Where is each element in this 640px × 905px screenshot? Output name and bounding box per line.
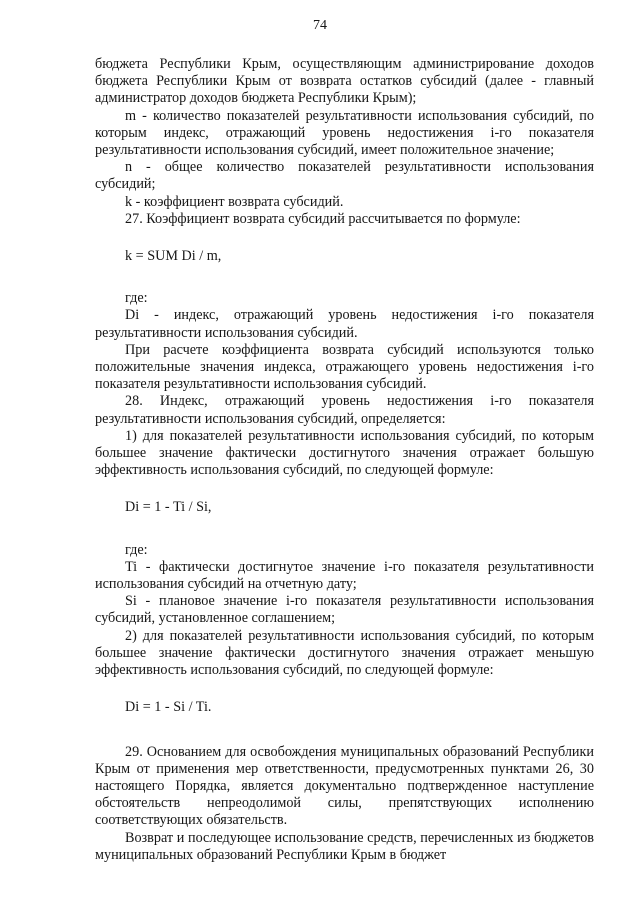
paragraph-case-1: 1) для показателей результативности использования субсидий, по которым большее значение фактически достигнутого значения отражает большую эффективность использования субсидий, по следующей формуле: bbox=[95, 427, 594, 479]
formula-k: k = SUM Di / m, bbox=[125, 248, 222, 265]
paragraph-item-27: 27. Коэффициент возврата субсидий рассчитывается по формуле: bbox=[125, 210, 521, 227]
paragraph-budget-administrator: бюджета Республики Крым, осуществляющим администрирование доходов бюджета Республики Крым от возврата остатков субсидий (далее - главный администратор доходов бюджета Республики Крым); bbox=[95, 56, 594, 107]
paragraph-m-definition: m - количество показателей результативности использования субсидий, по которым индекс, отражающий уровень недостижения i-го показателя результативности использования субсидий, имеет положительное значение; bbox=[95, 107, 594, 159]
paragraph-item-29: 29. Основанием для освобождения муниципальных образований Республики Крым от применения мер ответственности, предусмотренных пунктами 26, 30 настоящего Порядка, является документально подтвержденное наступление обстоятельств непреодолимой силы, препятствующих исполнению соответствующих обязательств. bbox=[95, 743, 594, 829]
where-label-2: где: bbox=[125, 541, 148, 558]
paragraph-n-definition: n - общее количество показателей результативности использования субсидий; bbox=[95, 159, 594, 193]
formula-di-1: Di = 1 - Ti / Si, bbox=[125, 499, 212, 516]
paragraph-si-definition: Si - плановое значение i-го показателя результативности использования субсидий, установленное соглашением; bbox=[95, 593, 594, 627]
paragraph-positive-values: При расчете коэффициента возврата субсидий используются только положительные значения индекса, отражающего уровень недостижения i-го показателя результативности использования субсидий. bbox=[95, 341, 594, 393]
page-number: 74 bbox=[313, 18, 327, 33]
paragraph-k-definition: k - коэффициент возврата субсидий. bbox=[125, 193, 344, 210]
paragraph-ti-definition: Ti - фактически достигнутое значение i-го показателя результативности использования субсидий на отчетную дату; bbox=[95, 558, 594, 593]
paragraph-di-definition: Di - индекс, отражающий уровень недостижения i-го показателя результативности использования субсидий. bbox=[95, 307, 594, 341]
paragraph-item-28: 28. Индекс, отражающий уровень недостижения i-го показателя результативности использования субсидий, определяется: bbox=[95, 393, 594, 427]
document-body bbox=[95, 56, 594, 864]
formula-di-2: Di = 1 - Si / Ti. bbox=[125, 699, 212, 716]
paragraph-refund: Возврат и последующее использование средств, перечисленных из бюджетов муниципальных образований Республики Крым в бюджет bbox=[95, 829, 594, 863]
paragraph-case-2: 2) для показателей результативности использования субсидий, по которым большее значение фактически достигнутого значения отражает меньшую эффективность использования субсидий, по следующей формуле: bbox=[95, 627, 594, 679]
where-label-1: где: bbox=[125, 290, 148, 307]
